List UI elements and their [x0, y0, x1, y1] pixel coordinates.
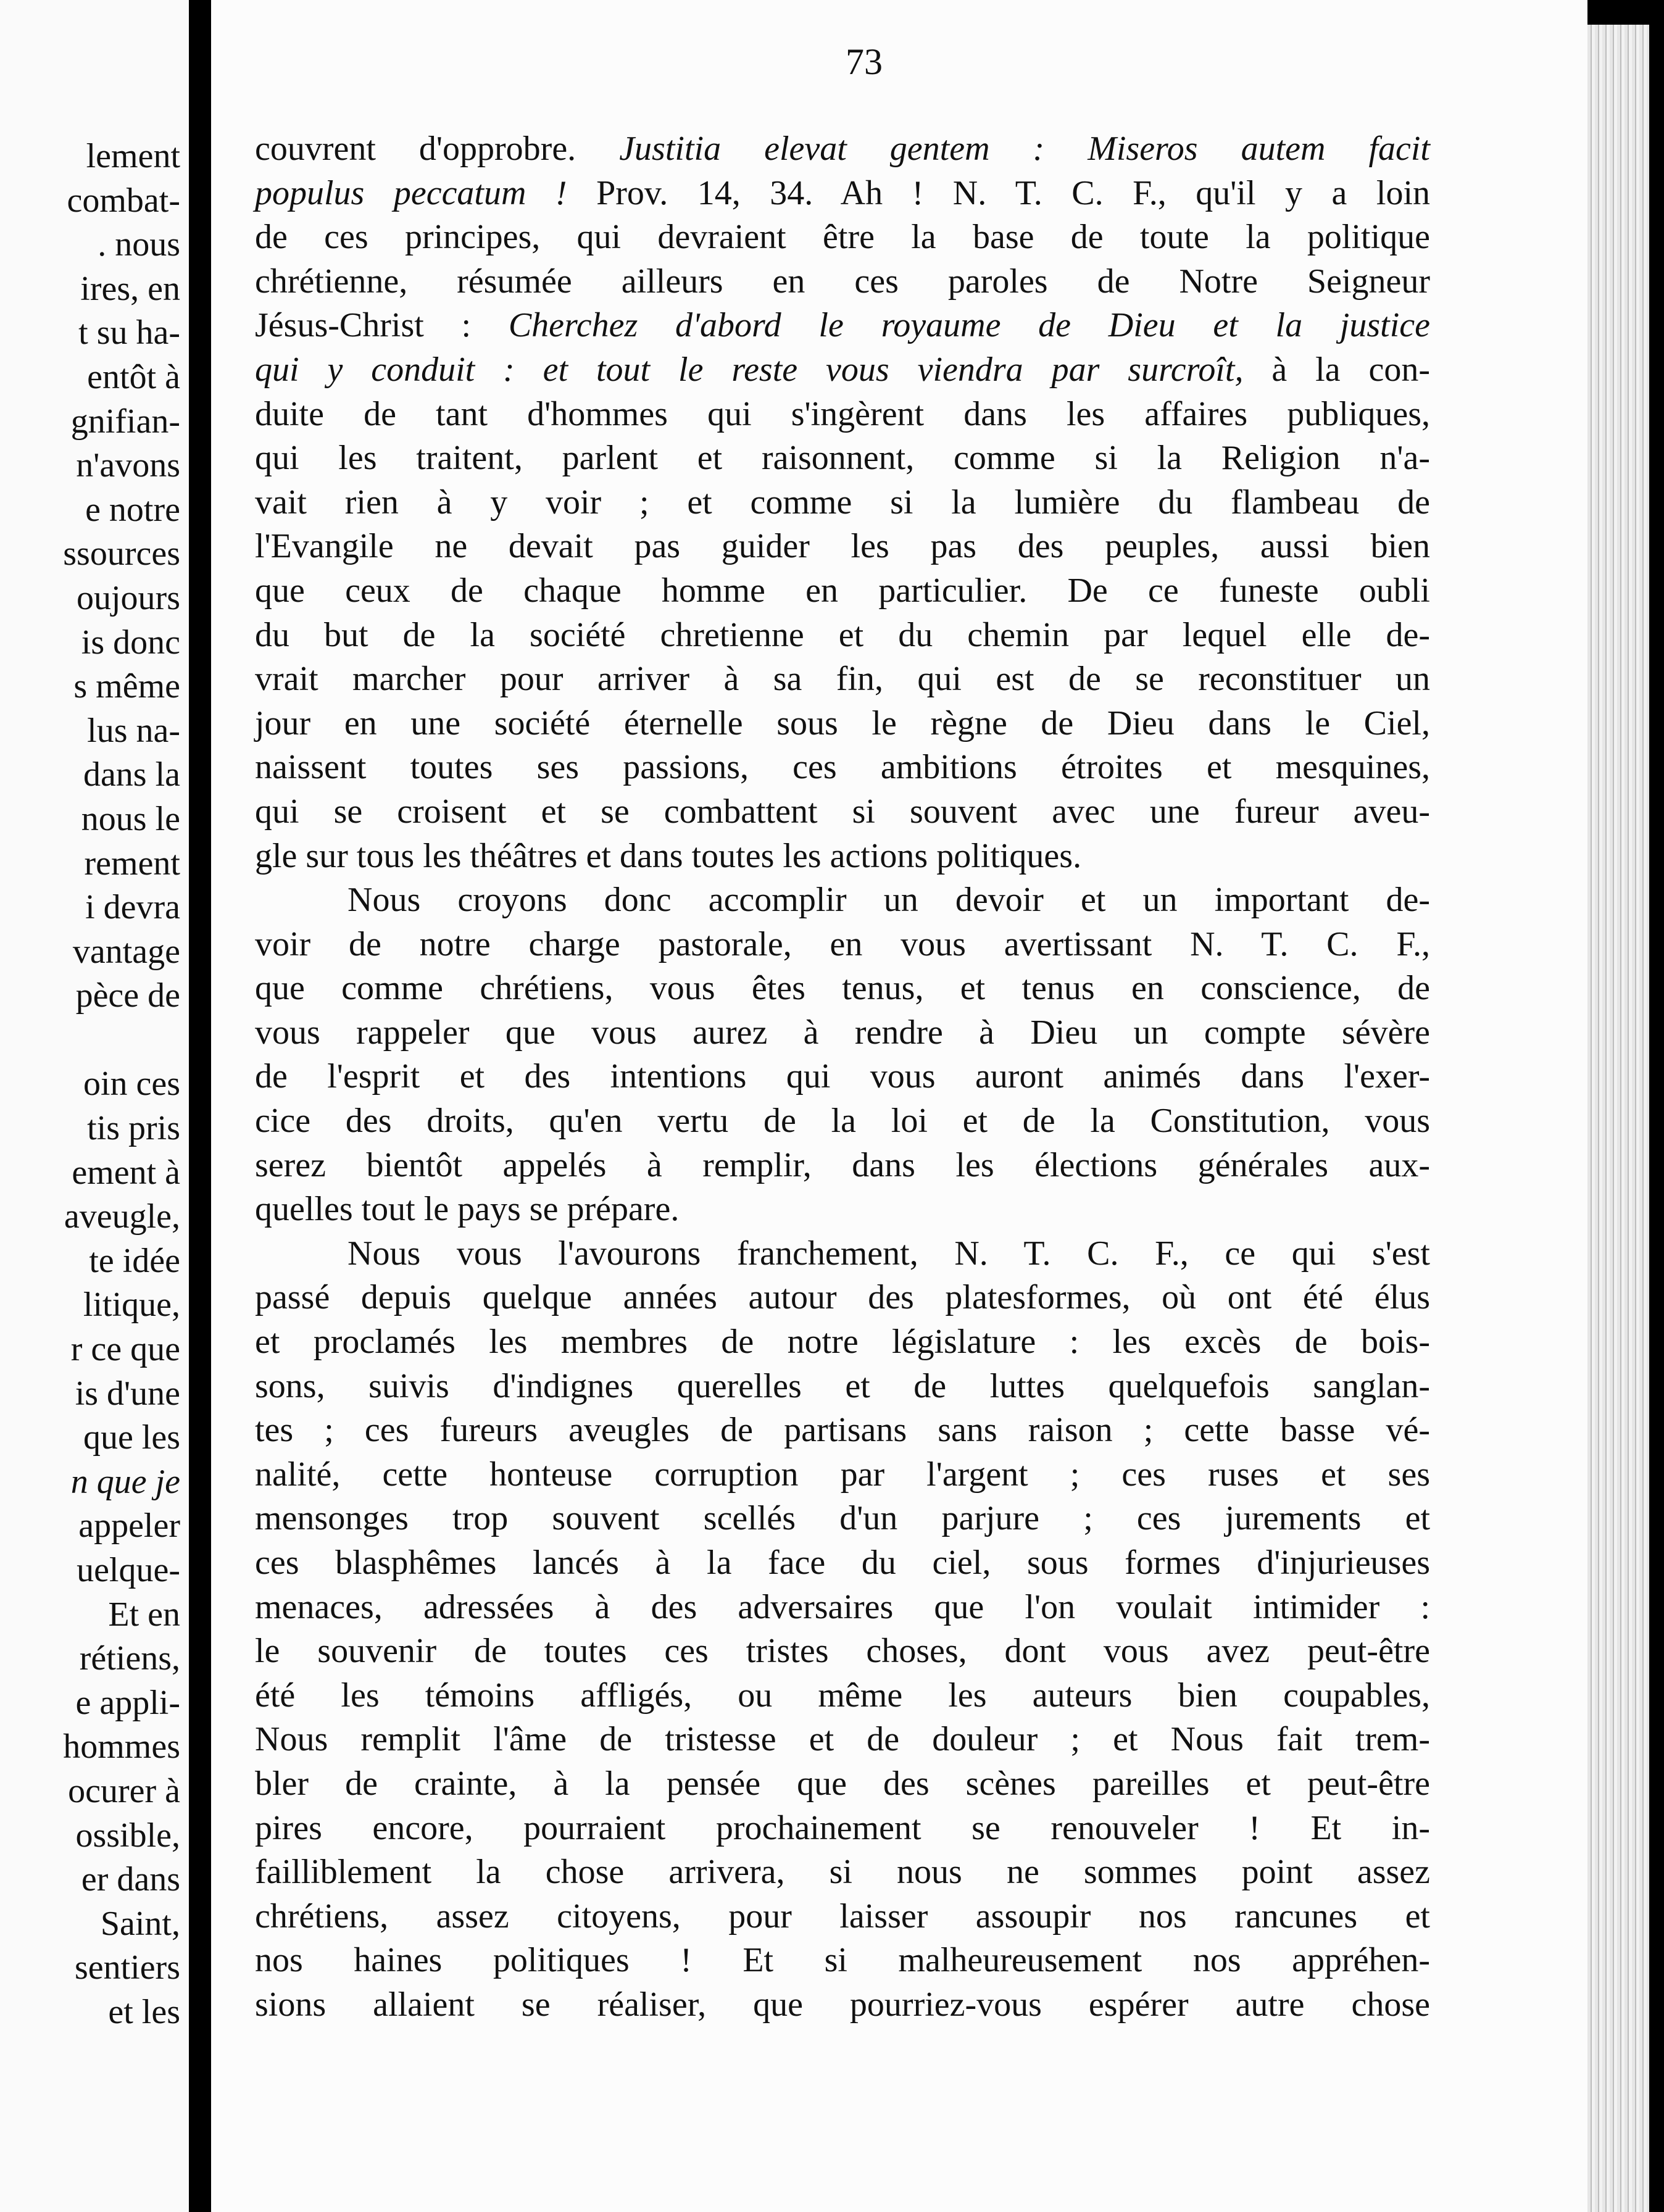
text-segment: tes ; ces fureurs aveugles de partisans sans raison ; cette basse vé-	[255, 1411, 1430, 1450]
text-segment: Prov. 14, 34. Ah ! N. T. C. F., qu'il y a loin	[567, 173, 1431, 212]
text-segment: pires encore, pourraient prochainement se renouveler ! Et in-	[255, 1808, 1430, 1847]
left-page-line: rement	[84, 844, 180, 883]
text-segment: nalité, cette honteuse corruption par l'argent ; ces ruses et ses	[255, 1455, 1430, 1494]
text-segment: de l'esprit et des intentions qui vous auront animés dans l'exer-	[255, 1057, 1430, 1096]
left-page-line: rétiens,	[79, 1639, 180, 1678]
text-line	[255, 1365, 1430, 1409]
text-line	[255, 1144, 1430, 1188]
text-line	[255, 834, 1430, 879]
text-line	[255, 436, 1430, 481]
text-segment: Nous vous l'avourons franchement, N. T. C. F., ce qui s'est	[347, 1234, 1430, 1273]
text-segment: naissent toutes ses passions, ces ambitions étroites et mesquines,	[255, 748, 1430, 787]
text-segment: qui se croisent et se combattent si souvent avec une fureur aveu-	[255, 792, 1430, 831]
text-segment: duite de tant d'hommes qui s'ingèrent dans les affaires publiques,	[255, 394, 1430, 433]
text-line	[255, 1453, 1430, 1497]
left-page-line: e notre	[85, 490, 180, 529]
text-line	[255, 1055, 1430, 1099]
text-line	[255, 1011, 1430, 1055]
text-line	[255, 967, 1430, 1011]
text-segment: chrétienne, résumée ailleurs en ces paroles de Notre Seigneur	[255, 262, 1430, 301]
left-page-line: gnifian-	[70, 402, 180, 441]
text-segment: qui les traitent, parlent et raisonnent, comme si la Religion n'a-	[255, 439, 1430, 478]
text-segment: passé depuis quelque années autour des platesformes, où ont été élus	[255, 1278, 1430, 1317]
text-line	[255, 1541, 1430, 1586]
left-page-line: entôt à	[87, 357, 180, 396]
text-line	[255, 393, 1430, 437]
left-page-line: e appli-	[75, 1683, 180, 1722]
text-line	[255, 657, 1430, 702]
text-line	[255, 1320, 1430, 1365]
left-page-line: ossible,	[75, 1816, 180, 1855]
text-segment: chrétiens, assez citoyens, pour laisser assoupir nos rancunes et	[255, 1897, 1430, 1936]
left-page-line: tis pris	[87, 1109, 180, 1148]
left-page-line: ocurer à	[68, 1771, 180, 1810]
left-page-line: vantage	[72, 932, 180, 971]
text-segment: que ceux de chaque homme en particulier. De ce funeste oubli	[255, 571, 1430, 610]
italic-text: qui y conduit : et tout le reste vous viendra par surcroît,	[255, 350, 1244, 389]
text-line	[255, 1629, 1430, 1674]
left-page-line: uelque-	[77, 1551, 180, 1589]
text-segment: sons, suivis d'indignes querelles et de luttes quelquefois sanglan-	[255, 1366, 1430, 1405]
text-segment: du but de la société chretienne et du chemin par lequel elle de-	[255, 615, 1430, 654]
text-line	[255, 923, 1430, 967]
text-segment: nos haines politiques ! Et si malheureusement nos appréhen-	[255, 1941, 1430, 1980]
left-page-line: lement	[86, 137, 180, 175]
text-line	[255, 613, 1430, 658]
left-page-line: lus na-	[87, 711, 180, 750]
text-line	[255, 1762, 1430, 1807]
left-page-line: combat-	[67, 181, 180, 220]
text-line	[255, 1674, 1430, 1718]
text-segment: ces blasphêmes lancés à la face du ciel, sous formes d'injurieuses	[255, 1544, 1430, 1582]
text-line	[255, 790, 1430, 834]
left-page-line: t su ha-	[78, 314, 180, 352]
page-edges	[1587, 25, 1649, 2212]
text-line	[255, 746, 1430, 790]
left-page-text	[63, 135, 180, 2035]
text-segment: le souvenir de toutes ces tristes choses, dont vous avez peut-être	[255, 1632, 1430, 1671]
left-page-line: et les	[108, 1992, 180, 2031]
text-segment: été les témoins affligés, ou même les auteurs bien coupables,	[255, 1676, 1430, 1715]
left-page-line: n que je	[70, 1462, 180, 1501]
left-page-line: i devra	[85, 888, 180, 927]
text-line	[255, 481, 1430, 525]
text-segment: Jésus-Christ :	[255, 306, 509, 345]
left-page-line: hommes	[63, 1728, 180, 1766]
left-page-line: er dans	[81, 1860, 180, 1899]
text-segment: que comme chrétiens, vous êtes tenus, et tenus en conscience, de	[255, 969, 1430, 1008]
text-line	[255, 1232, 1430, 1276]
left-page-line: oin ces	[83, 1065, 180, 1104]
book-gutter	[189, 0, 211, 2212]
text-line	[255, 1983, 1430, 2027]
text-segment: bler de crainte, à la pensée que des scènes pareilles et peut-être	[255, 1764, 1430, 1803]
left-page-line	[63, 1018, 180, 1063]
left-page-line: r ce que	[70, 1330, 180, 1369]
text-segment: à la con-	[1243, 350, 1430, 389]
left-page-line: s même	[73, 667, 180, 706]
left-page-line: Saint,	[100, 1904, 180, 1943]
text-line	[255, 525, 1430, 569]
text-segment: voir de notre charge pastorale, en vous avertissant N. T. C. F.,	[255, 925, 1430, 963]
text-line	[255, 569, 1430, 613]
text-line	[255, 702, 1430, 746]
left-page-line: que les	[83, 1418, 180, 1457]
text-line	[255, 1187, 1430, 1232]
text-segment: quelles tout le pays se prépare.	[255, 1190, 680, 1229]
text-line	[255, 260, 1430, 304]
text-line	[255, 348, 1430, 393]
text-line	[255, 1807, 1430, 1851]
text-line	[255, 172, 1430, 216]
text-segment: jour en une société éternelle sous le règne de Dieu dans le Ciel,	[255, 704, 1430, 742]
text-segment: l'Evangile ne devait pas guider les pas des peuples, aussi bien	[255, 527, 1430, 566]
text-line	[255, 1408, 1430, 1453]
text-segment: failliblement la chose arrivera, si nous ne sommes point assez	[255, 1853, 1430, 1892]
body-text	[255, 127, 1430, 2027]
left-page-line: ement à	[72, 1153, 180, 1192]
left-page-line: te idée	[89, 1241, 180, 1280]
text-line	[255, 304, 1430, 348]
text-segment: Nous remplit l'âme de tristesse et de douleur ; et Nous fait trem-	[255, 1720, 1430, 1759]
text-segment: de ces principes, qui devraient être la base de toute la politique	[255, 218, 1430, 257]
text-line	[255, 1718, 1430, 1762]
italic-text: Cherchez d'abord le royaume de Dieu et la justice	[508, 306, 1430, 345]
text-segment: Nous croyons donc accomplir un devoir et un important de-	[347, 881, 1430, 920]
text-segment: gle sur tous les théâtres et dans toutes les actions politiques.	[255, 836, 1082, 875]
text-line	[255, 1276, 1430, 1320]
left-page-line: ssources	[63, 534, 180, 573]
left-page-line: nous le	[81, 799, 180, 838]
text-line	[255, 1939, 1430, 1983]
text-segment: et proclamés les membres de notre législature : les excès de bois-	[255, 1323, 1430, 1362]
left-page-line: is donc	[81, 623, 180, 662]
text-segment: couvrent d'opprobre.	[255, 130, 620, 168]
left-page-line: aveugle,	[64, 1197, 180, 1236]
text-line	[255, 1099, 1430, 1144]
left-page-line: Et en	[108, 1595, 180, 1634]
left-page-line: oujours	[77, 578, 180, 617]
text-line	[255, 1497, 1430, 1541]
text-line	[255, 215, 1430, 260]
text-line	[255, 1850, 1430, 1895]
text-segment: menaces, adressées à des adversaires que l'on voulait intimider :	[255, 1587, 1430, 1626]
text-segment: vait rien à y voir ; et comme si la lumière du flambeau de	[255, 483, 1430, 522]
text-segment: serez bientôt appelés à remplir, dans les élections générales aux-	[255, 1146, 1430, 1184]
text-segment: cice des droits, qu'en vertu de la loi et de la Constitution, vous	[255, 1102, 1430, 1141]
text-line	[255, 878, 1430, 923]
left-page-line: litique,	[83, 1286, 180, 1324]
left-page-line: sentiers	[74, 1948, 180, 1987]
text-segment: vous rappeler que vous aurez à rendre à Dieu un compte sévère	[255, 1013, 1430, 1052]
left-page-fragment	[0, 0, 189, 2212]
italic-text: populus peccatum !	[255, 173, 567, 212]
text-line	[255, 1586, 1430, 1630]
left-page-line: ires, en	[80, 269, 180, 308]
text-line	[255, 127, 1430, 172]
left-page-line: is d'une	[75, 1374, 180, 1413]
italic-text: Justitia elevat gentem : Miseros autem facit	[619, 130, 1430, 168]
text-segment: vrait marcher pour arriver à sa fin, qui est de se reconstituer un	[255, 660, 1430, 699]
left-page-line: n'avons	[76, 446, 180, 485]
text-segment: mensonges trop souvent scellés d'un parjure ; ces jurements et	[255, 1499, 1430, 1538]
left-page-line: pèce de	[75, 976, 180, 1015]
text-line	[255, 1895, 1430, 1939]
left-page-line: . nous	[98, 225, 180, 264]
left-page-line: appeler	[78, 1507, 180, 1545]
left-page-line: dans la	[83, 755, 180, 794]
text-segment: sions allaient se réaliser, que pourriez-vous espérer autre chose	[255, 1985, 1430, 2024]
page-number: 73	[846, 41, 883, 82]
